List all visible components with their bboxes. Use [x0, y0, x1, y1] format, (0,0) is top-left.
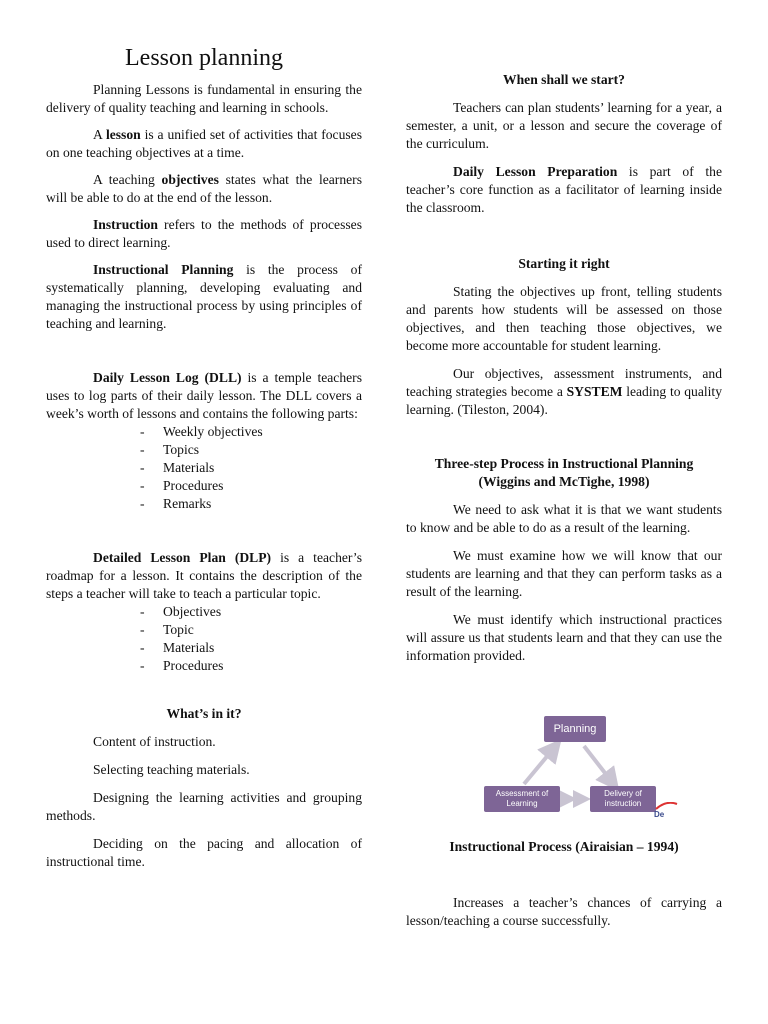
when-start-paragraph: Teachers can plan students’ learning for a year, a semester, a unit, or a lesson and secure the coverage of the curriculum.	[406, 100, 722, 151]
three-step-paragraph: We must identify which instructional practices will assure us that students learn and that they can use the information provided.	[406, 612, 722, 663]
list-item: - Remarks	[140, 495, 362, 513]
publisher-logo	[654, 802, 678, 819]
list-item: - Procedures	[140, 477, 362, 495]
dlp-definition: Detailed Lesson Plan (DLP) is a teacher’s roadmap for a lesson. It contains the description of the steps a teacher will take to teach a particular topic.	[46, 550, 362, 601]
three-step-paragraph: We need to ask what it is that we want students to know and be able to do as a result of the learning.	[406, 502, 722, 535]
list-item: - Materials	[140, 459, 362, 477]
whats-in-it-item: Content of instruction.	[93, 734, 216, 749]
logo-text: De	[654, 810, 665, 819]
delivery-node: Delivery of instruction	[590, 786, 656, 812]
list-item: - Procedures	[140, 657, 362, 675]
three-step-paragraph: We must examine how we will know that our students are learning and that they can perform tasks as a result of the learning.	[406, 548, 722, 599]
dll-parts-list	[46, 423, 362, 513]
assessment-node: Assessment of Learning	[484, 786, 560, 812]
instructional-planning-definition: Instructional Planning is the process of systematically planning, developing evaluating and managing the instructional process by using principles of teaching and learning.	[46, 262, 362, 331]
whats-in-it-heading: What’s in it?	[166, 706, 242, 721]
system-paragraph: Our objectives, assessment instruments, and teaching strategies become a SYSTEM leading to quality learning. (Tileston, 2004).	[406, 366, 722, 417]
starting-right-paragraph: Stating the objectives up front, telling students and parents how students will be assessed on those objectives, and then teaching those objectives, we become more accountable for student learning.	[406, 284, 722, 353]
intro-paragraph: Planning Lessons is fundamental in ensuring the delivery of quality teaching and learning in schools.	[46, 82, 362, 115]
dlp-parts-list	[46, 603, 362, 675]
starting-it-right-heading: Starting it right	[518, 256, 610, 271]
left-column	[46, 0, 362, 871]
instructional-process-diagram	[484, 716, 684, 832]
list-item: - Objectives	[140, 603, 362, 621]
diagram-caption: Instructional Process (Airaisian – 1994)	[449, 839, 679, 854]
instruction-definition: Instruction refers to the methods of processes used to direct learning.	[46, 217, 362, 250]
whats-in-it-item: Designing the learning activities and grouping methods.	[46, 790, 362, 823]
list-item: - Topic	[140, 621, 362, 639]
arrow-to-planning	[524, 748, 554, 784]
right-column	[406, 0, 722, 930]
whats-in-it-item: Deciding on the pacing and allocation of instructional time.	[46, 836, 362, 869]
three-step-heading: Three-step Process in Instructional Planning (Wiggins and McTighe, 1998)	[434, 456, 694, 489]
planning-node: Planning	[544, 716, 606, 742]
arrow-to-delivery	[584, 746, 612, 782]
lesson-definition: A lesson is a unified set of activities that focuses on one teaching objectives at a time.	[46, 127, 362, 160]
list-item: - Weekly objectives	[140, 423, 362, 441]
list-item: - Topics	[140, 441, 362, 459]
dll-definition: Daily Lesson Log (DLL) is a temple teachers uses to log parts of their daily lesson. The DLL covers a week’s worth of lessons and contains the following parts:	[46, 370, 362, 421]
whats-in-it-item: Selecting teaching materials.	[93, 762, 250, 777]
when-shall-we-start-heading: When shall we start?	[503, 72, 625, 87]
closing-paragraph: Increases a teacher’s chances of carrying a lesson/teaching a course successfully.	[406, 895, 722, 928]
list-item: - Materials	[140, 639, 362, 657]
daily-lesson-preparation-paragraph: Daily Lesson Preparation is part of the teacher’s core function as a facilitator of learning inside the classroom.	[406, 164, 722, 215]
objectives-definition: A teaching objectives states what the learners will be able to do at the end of the lesson.	[46, 172, 362, 205]
page-title: Lesson planning	[125, 45, 283, 71]
